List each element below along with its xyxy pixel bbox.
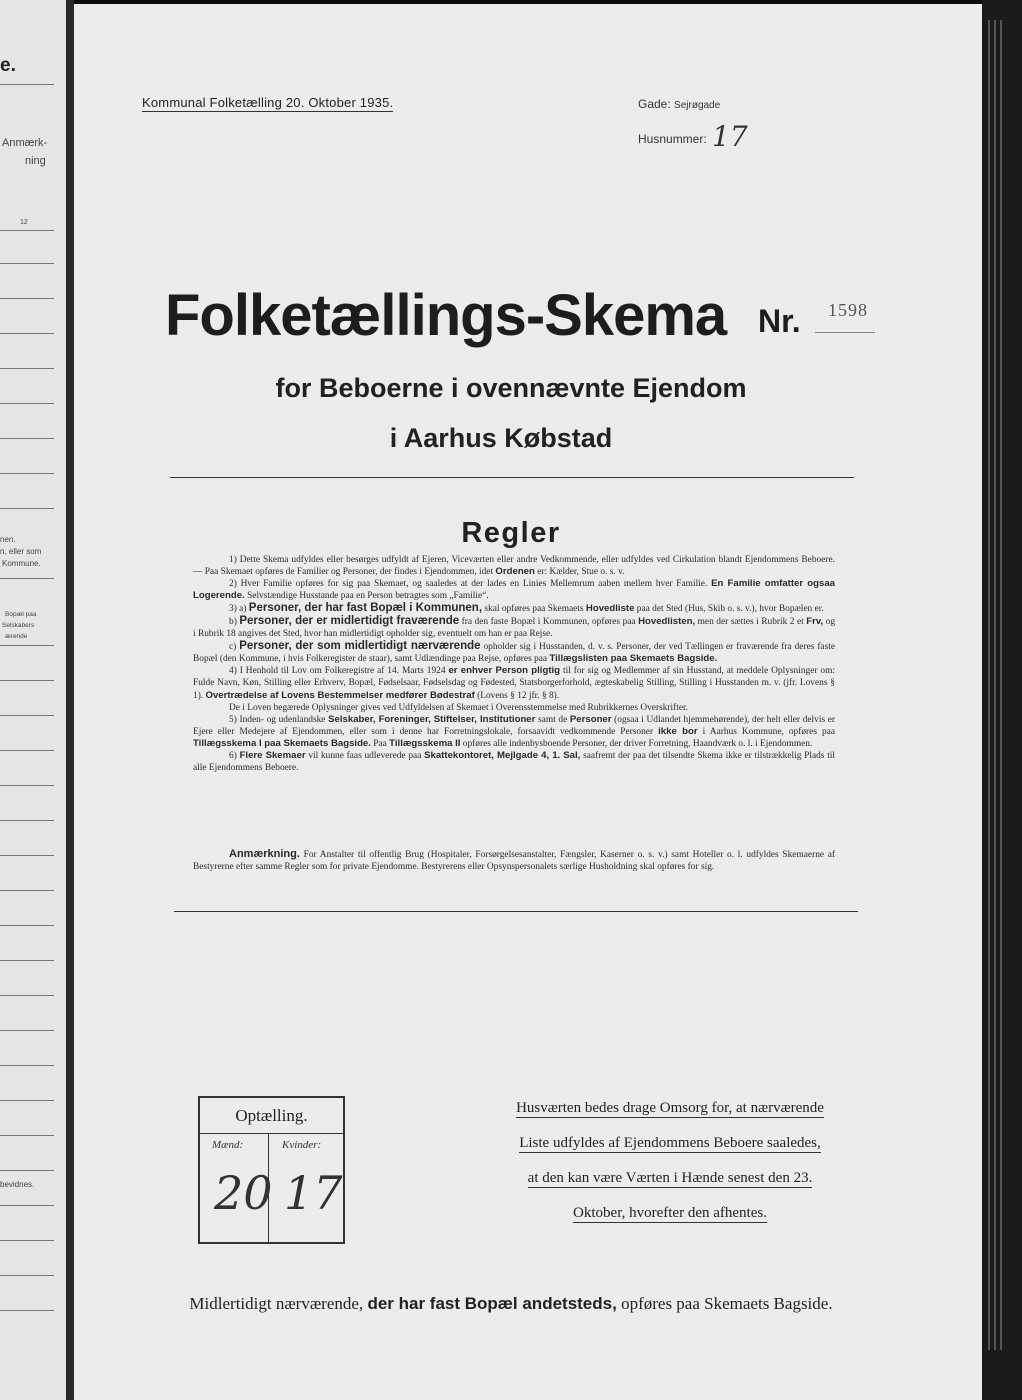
divider (0, 1100, 54, 1101)
divider (0, 298, 54, 299)
left-note: Selskabers (2, 622, 35, 629)
left-col-header: ning (25, 155, 46, 167)
street-field (638, 97, 720, 111)
rule-3c: c) Personer, der som midlertidigt nærværende opholder sig i Husstanden, d. v. s. Personer, der ved Tællingen er fraværende fra deres faste Bopæl (den Kommune, i hvis Folkeregister de staar), samt Udlændinge paa Rejse, opføres paa Tillægslisten paa Skemaets Bagside. (193, 640, 836, 665)
divider (0, 960, 54, 961)
notice-line: at den kan være Værten i Hænde senest den 23. (527, 1170, 813, 1186)
divider (0, 925, 54, 926)
men-count: 20 (214, 1166, 273, 1220)
house-number-field (638, 132, 707, 146)
divider (0, 1275, 54, 1276)
divider (0, 368, 54, 369)
divider (0, 750, 54, 751)
divider (0, 890, 54, 891)
divider (0, 578, 54, 579)
left-note: nen. (0, 535, 16, 544)
remark-text: For Anstalter til offentlig Brug (Hospitaler, Forsørgelsesanstalter, Fængsler, Kaserner o. s. v.) samt Hoteller o. l. udfyldes Skemaerne af Bestyrerne efter samme Regler som for private Ejendomme. Bestyrerens eller Opsynspersonalets særlige Husholdning skal opføres for sig. (193, 850, 836, 873)
divider (0, 715, 54, 716)
divider (0, 820, 54, 821)
rule-6: 6) Flere Skemaer vil kunne faas udleverede paa Skattekontoret, Mejlgade 4, 1. Sal, saafremt der paa det tilsendte Skema ikke er tilstrækkelig Plads til alle Ejendommens Beboere. (193, 749, 836, 773)
rules-text (193, 554, 835, 774)
left-note: bevidnes. (0, 1180, 35, 1189)
divider (0, 1240, 54, 1241)
census-title: Kommunal Folketælling 20. Oktober 1935. (142, 95, 394, 110)
count-box-title: Optælling. (235, 1106, 308, 1125)
remark (193, 848, 835, 873)
notice-line: Husværten bedes drage Omsorg for, at nærværende (516, 1100, 824, 1116)
left-note: n, eller som (0, 547, 42, 556)
form-number-line (815, 332, 875, 333)
divider (0, 1030, 54, 1031)
divider (170, 477, 854, 478)
house-number-label: Husnummer: (638, 132, 707, 146)
rule-5: 5) Inden- og udenlandske Selskaber, Foreninger, Stiftelser, Institutioner samt de Personer (ogsaa i Udlandet hjemmehørende), der helt eller delvis er Ejere eller Medejere af Ejendommen, eller som i denne har Forretningslokale, forsaavidt vedkommende Personer ikke bor i Aarhus Kommune, opføres paa Tillægsskema I paa Skemaets Bagside. Paa Tillægsskema II opføres alle indenbysboende Personer, der driver Forretning, Haandværk o. l. i Ejendommen. (193, 713, 836, 749)
remark-label: Anmærkning. (229, 848, 300, 860)
divider (0, 473, 54, 474)
divider (0, 1205, 54, 1206)
notice-line: Oktober, hvorefter den afhentes. (573, 1205, 767, 1221)
men-label: Mænd: (212, 1139, 244, 1151)
divider (0, 84, 54, 85)
left-col-header: Anmærk- (2, 137, 48, 149)
adjacent-page (0, 0, 72, 1400)
rule-1: 1) Dette Skema udfyldes eller besørges udfyldt af Ejeren, Viceværten eller andre Vedkommende, eller udfyldes ved Cirkulation blandt Ejendommens Beboere. — Paa Skemaet opføres de Familier og Personer, der findes i Ejendommen, idet Ordenen er: Kælder, Stue o. s. v. (193, 555, 835, 578)
rule-4: 4) I Henhold til Lov om Folkeregistre af 14. Marts 1924 er enhver Person pligtig til for sig og Medlemmer af sin Husstand, at meddele Oplysninger om: Fulde Navn, Køn, Stilling eller Erhverv, Bopæl, Fødselsaar, Fødselsdag og Fødested, Statsborgerforhold, ægteskabelig Stilling, Stilling i Husstanden m. v. (jfr. Lovens § 1). Overtrædelse af Lovens Bestemmelser medfører Bødestraf (Lovens § 12 jfr. § 8). (193, 665, 836, 701)
rule-3a: 3) a) Personer, der har fast Bopæl i Kommunen, skal opføres paa Skemaets Hovedliste paa det Sted (Hus, Skib o. s. v.), hvor Bopælen er. (229, 602, 824, 615)
count-box (198, 1096, 345, 1244)
street-label: Gade: (638, 97, 671, 111)
house-number-value: 17 (712, 120, 748, 153)
divider (0, 1065, 54, 1066)
divider (0, 785, 54, 786)
left-col-number: 12 (20, 219, 28, 226)
divider (0, 680, 54, 681)
street-value: Sejrøgade (674, 100, 721, 111)
footer-note: Midlertidigt nærværende, der har fast Bopæl andetsteds, opføres paa Skemaets Bagside. (189, 1294, 833, 1313)
left-page-heading: e. (0, 55, 16, 76)
women-label: Kvinder: (282, 1139, 322, 1151)
divider (174, 911, 858, 912)
left-note: Kommune. (2, 559, 41, 568)
left-note: Bopæl paa (5, 611, 37, 618)
divider (0, 855, 54, 856)
women-count: 17 (284, 1166, 343, 1220)
form-location: i Aarhus Købstad (389, 423, 613, 453)
divider (0, 1135, 54, 1136)
divider (0, 263, 54, 264)
form-number-label: Nr. (758, 303, 801, 339)
form-title: Folketællings-Skema (165, 283, 727, 348)
rule-2: 2) Hver Familie opføres for sig paa Skemaet, og saaledes at der lades en Linies Mellemrum aaben mellem hver Familie. En Familie omfatter ogsaa Logerende. Selvstændige Husstande paa en Person betragtes som „Familie“. (193, 578, 835, 602)
rule-4b: De i Loven begærede Oplysninger gives ved Udfyldelsen af Skemaet i Overensstemmelse med Rubrikkernes Overskrifter. (229, 702, 688, 713)
rules-heading: Regler (461, 517, 561, 549)
divider (0, 230, 54, 231)
divider (0, 333, 54, 334)
divider (0, 508, 54, 509)
divider (200, 1133, 343, 1134)
form-number-stamp: 1598 (828, 300, 868, 320)
divider (0, 995, 54, 996)
divider (0, 645, 54, 646)
form-subtitle: for Beboerne i ovennævnte Ejendom (275, 373, 747, 403)
page-stack-edge (982, 0, 1022, 1400)
page-gutter (66, 0, 74, 1400)
left-note: ærende (5, 633, 28, 640)
divider (0, 1170, 54, 1171)
notice-line: Liste udfyldes af Ejendommens Beboere saaledes, (519, 1135, 821, 1151)
rule-3b: b) Personer, der er midlertidigt fraværende fra den faste Bopæl i Kommunen, opføres paa Hovedlisten, men der sættes i Rubrik 2 et Frv, og i Rubrik 18 angives det Sted, hvor han midlertidigt opholder sig, eventuelt om han er paa Rejse. (193, 615, 836, 640)
